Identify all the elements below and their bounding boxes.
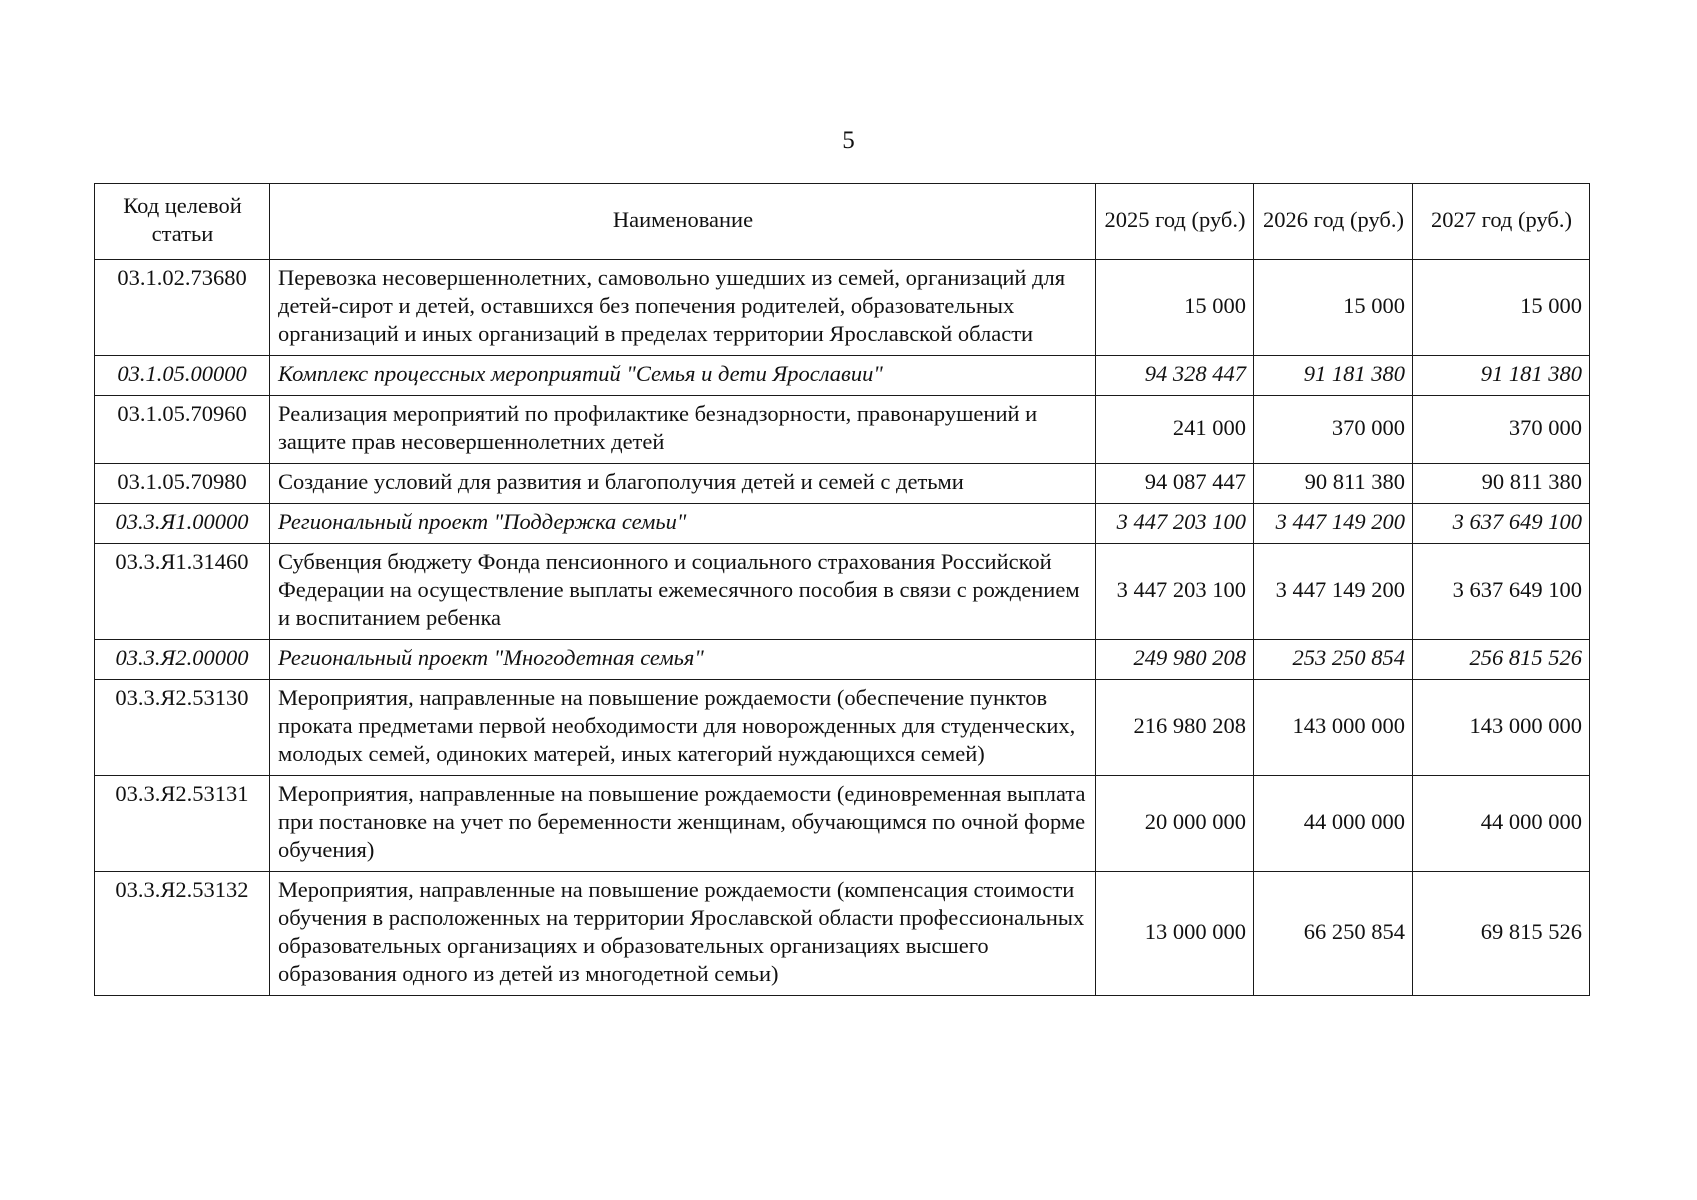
row-amount-2026: 91 181 380 (1254, 356, 1413, 396)
row-name: Мероприятия, направленные на повышение рождаемости (компенсация стоимости обучения в расположенных на территории Ярославской области профессиональных образовательных организациях и образовательных организациях высшего образования одного из детей из многодетной семьи) (270, 872, 1096, 996)
row-name: Региональный проект "Многодетная семья" (270, 640, 1096, 680)
row-amount-2026: 15 000 (1254, 260, 1413, 356)
row-code: 03.3.Я2.00000 (95, 640, 270, 680)
row-amount-2025: 216 980 208 (1096, 680, 1254, 776)
row-amount-2025: 241 000 (1096, 396, 1254, 464)
table-row (95, 356, 1590, 396)
row-amount-2027: 44 000 000 (1413, 776, 1590, 872)
table-row (95, 464, 1590, 504)
row-amount-2026: 66 250 854 (1254, 872, 1413, 996)
row-code: 03.3.Я2.53131 (95, 776, 270, 872)
table-row (95, 680, 1590, 776)
header-name: Наименование (270, 184, 1096, 260)
row-name: Создание условий для развития и благополучия детей и семей с детьми (270, 464, 1096, 504)
row-code: 03.1.02.73680 (95, 260, 270, 356)
row-amount-2027: 256 815 526 (1413, 640, 1590, 680)
row-amount-2025: 15 000 (1096, 260, 1254, 356)
table-row (95, 776, 1590, 872)
table-row (95, 396, 1590, 464)
row-code: 03.3.Я2.53130 (95, 680, 270, 776)
row-code: 03.1.05.00000 (95, 356, 270, 396)
row-amount-2027: 3 637 649 100 (1413, 504, 1590, 544)
row-name: Мероприятия, направленные на повышение рождаемости (единовременная выплата при постановке на учет по беременности женщинам, обучающимся по очной форме обучения) (270, 776, 1096, 872)
table-row (95, 504, 1590, 544)
row-amount-2027: 69 815 526 (1413, 872, 1590, 996)
row-amount-2027: 15 000 (1413, 260, 1590, 356)
row-amount-2025: 3 447 203 100 (1096, 504, 1254, 544)
row-amount-2025: 94 328 447 (1096, 356, 1254, 396)
row-name: Субвенция бюджету Фонда пенсионного и социального страхования Российской Федерации на осуществление выплаты ежемесячного пособия в связи с рождением и воспитанием ребенка (270, 544, 1096, 640)
budget-table (94, 183, 1590, 996)
row-amount-2026: 90 811 380 (1254, 464, 1413, 504)
header-year-2026: 2026 год (руб.) (1254, 184, 1413, 260)
table-body (95, 260, 1590, 996)
row-amount-2027: 370 000 (1413, 396, 1590, 464)
row-code: 03.1.05.70960 (95, 396, 270, 464)
row-code: 03.3.Я1.00000 (95, 504, 270, 544)
row-amount-2027: 91 181 380 (1413, 356, 1590, 396)
row-amount-2025: 13 000 000 (1096, 872, 1254, 996)
row-amount-2026: 44 000 000 (1254, 776, 1413, 872)
row-amount-2027: 90 811 380 (1413, 464, 1590, 504)
header-row (95, 184, 1590, 260)
table-header (95, 184, 1590, 260)
row-name: Мероприятия, направленные на повышение рождаемости (обеспечение пунктов проката предметами первой необходимости для новорожденных для студенческих, молодых семей, одиноких матерей, иных категорий нуждающихся семей) (270, 680, 1096, 776)
header-code: Код целевой статьи (95, 184, 270, 260)
row-code: 03.3.Я2.53132 (95, 872, 270, 996)
row-name: Комплекс процессных мероприятий "Семья и дети Ярославии" (270, 356, 1096, 396)
row-amount-2026: 3 447 149 200 (1254, 504, 1413, 544)
row-amount-2026: 253 250 854 (1254, 640, 1413, 680)
table-row (95, 544, 1590, 640)
row-amount-2026: 370 000 (1254, 396, 1413, 464)
row-amount-2025: 20 000 000 (1096, 776, 1254, 872)
row-amount-2026: 3 447 149 200 (1254, 544, 1413, 640)
row-code: 03.1.05.70980 (95, 464, 270, 504)
row-amount-2027: 3 637 649 100 (1413, 544, 1590, 640)
row-amount-2025: 94 087 447 (1096, 464, 1254, 504)
row-amount-2025: 249 980 208 (1096, 640, 1254, 680)
header-year-2027: 2027 год (руб.) (1413, 184, 1590, 260)
table-row (95, 872, 1590, 996)
header-year-2025: 2025 год (руб.) (1096, 184, 1254, 260)
row-name: Перевозка несовершеннолетних, самовольно ушедших из семей, организаций для детей-сирот и детей, оставшихся без попечения родителей, образовательных организаций и иных организаций в пределах территории Ярославской области (270, 260, 1096, 356)
row-code: 03.3.Я1.31460 (95, 544, 270, 640)
row-name: Реализация мероприятий по профилактике безнадзорности, правонарушений и защите прав несовершеннолетних детей (270, 396, 1096, 464)
page-number: 5 (842, 127, 855, 154)
row-amount-2026: 143 000 000 (1254, 680, 1413, 776)
row-name: Региональный проект "Поддержка семьи" (270, 504, 1096, 544)
table-row (95, 260, 1590, 356)
row-amount-2025: 3 447 203 100 (1096, 544, 1254, 640)
table-row (95, 640, 1590, 680)
row-amount-2027: 143 000 000 (1413, 680, 1590, 776)
